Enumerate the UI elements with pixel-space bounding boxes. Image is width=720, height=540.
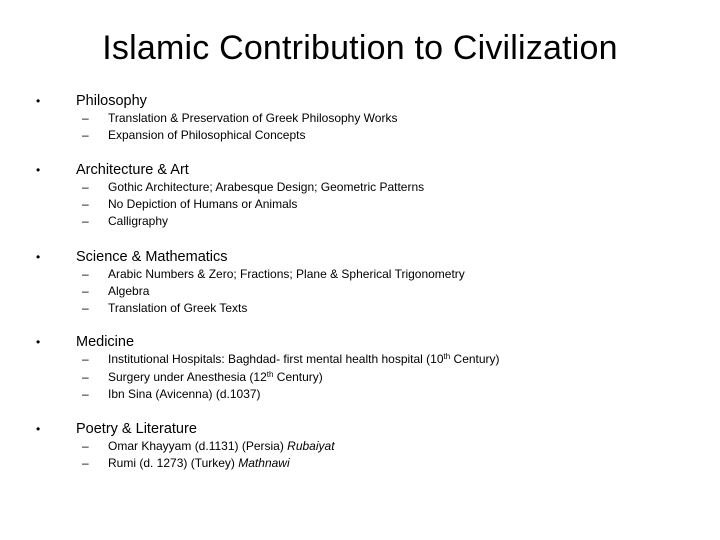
- sub-item: [0, 127, 720, 144]
- sub-item-text: Rumi (d. 1273) (Turkey) Mathnawi: [108, 456, 290, 470]
- dash-icon: –: [82, 267, 89, 281]
- dash-icon: –: [82, 197, 89, 211]
- sub-item-text: Institutional Hospitals: Baghdad- first mental health hospital (10th Century): [108, 352, 500, 366]
- bullet-item: [0, 419, 720, 439]
- sub-item: [0, 283, 720, 300]
- dash-icon: –: [82, 284, 89, 298]
- sub-item: [0, 213, 720, 230]
- bullet-icon: •: [36, 250, 41, 264]
- sub-item-text: Arabic Numbers & Zero; Fractions; Plane & Spherical Trigonometry: [108, 267, 465, 281]
- sub-item: [0, 438, 720, 455]
- dash-icon: –: [82, 352, 89, 366]
- sub-item: [0, 110, 720, 127]
- sub-item-text: Translation of Greek Texts: [108, 301, 248, 315]
- bullet-icon: •: [36, 94, 41, 108]
- dash-icon: –: [82, 370, 89, 384]
- dash-icon: –: [82, 439, 89, 453]
- sub-item: [0, 455, 720, 472]
- sub-item-text: Algebra: [108, 284, 150, 298]
- sub-item-text: Gothic Architecture; Arabesque Design; Geometric Patterns: [108, 180, 425, 194]
- bullet-icon: •: [36, 335, 41, 349]
- sub-item-text: Calligraphy: [108, 214, 169, 228]
- sub-item-text: Omar Khayyam (d.1131) (Persia) Rubaiyat: [108, 439, 335, 453]
- dash-icon: –: [82, 111, 89, 125]
- bullet-item: [0, 91, 720, 111]
- dash-icon: –: [82, 128, 89, 142]
- dash-icon: –: [82, 214, 89, 228]
- sub-item: [0, 386, 720, 403]
- bullet-item: [0, 332, 720, 352]
- dash-icon: –: [82, 456, 89, 470]
- sub-item-text: No Depiction of Humans or Animals: [108, 197, 298, 211]
- sub-item: [0, 300, 720, 317]
- bullet-label: Medicine: [76, 334, 135, 350]
- sub-item: [0, 179, 720, 196]
- slide-title: Islamic Contribution to Civilization: [102, 29, 618, 67]
- sub-item: [0, 196, 720, 213]
- sub-item: [0, 266, 720, 283]
- sub-item-text: Translation & Preservation of Greek Philosophy Works: [108, 111, 398, 125]
- dash-icon: –: [82, 387, 89, 401]
- sub-item-text: Ibn Sina (Avicenna) (d.1037): [108, 387, 261, 401]
- bullet-label: Philosophy: [76, 93, 147, 109]
- dash-icon: –: [82, 180, 89, 194]
- bullet-icon: •: [36, 163, 41, 177]
- sub-item-text: Expansion of Philosophical Concepts: [108, 128, 306, 142]
- bullet-icon: •: [36, 422, 41, 436]
- sub-item-text: Surgery under Anesthesia (12th Century): [108, 370, 323, 384]
- sub-item: [0, 369, 720, 386]
- bullet-label: Poetry & Literature: [76, 421, 197, 437]
- bullet-item: [0, 247, 720, 267]
- bullet-label: Architecture & Art: [76, 162, 189, 178]
- sub-item: [0, 351, 720, 368]
- bullet-item: [0, 160, 720, 180]
- bullet-label: Science & Mathematics: [76, 249, 228, 265]
- dash-icon: –: [82, 301, 89, 315]
